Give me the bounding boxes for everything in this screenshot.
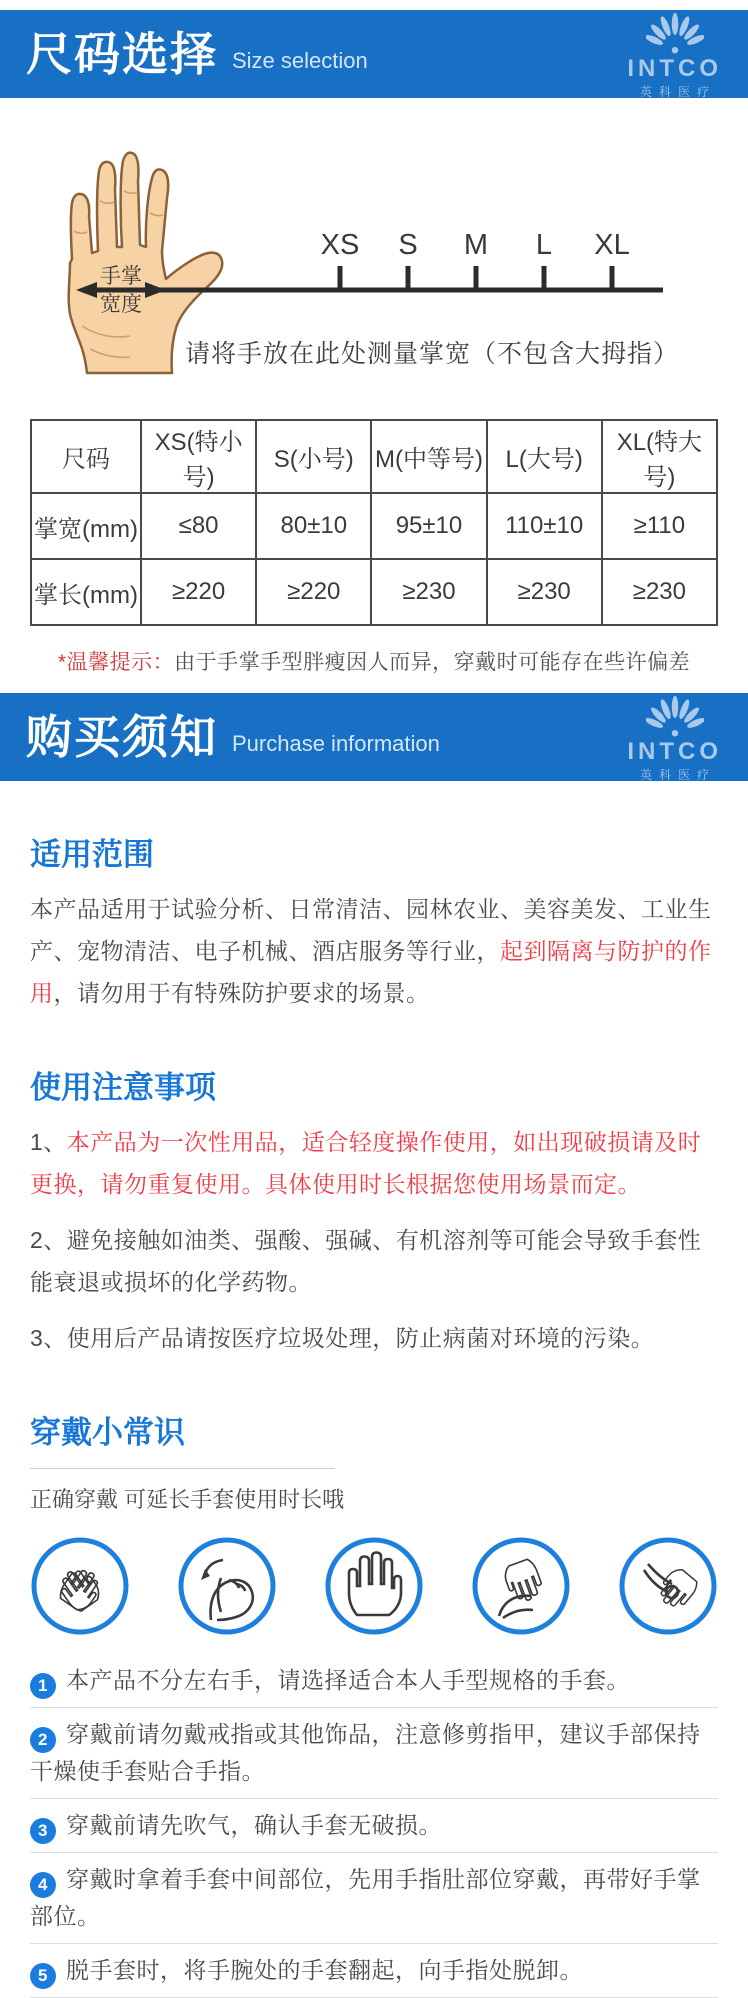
banner-title-group [26, 711, 627, 763]
brand-name: INTCO [627, 54, 722, 82]
list-item [30, 1853, 718, 1944]
wearing-tips-subtitle: 正确穿戴 可延长手套使用时长哦 [30, 1487, 345, 1512]
warm-tip-text: 由于手掌手型胖瘦因人而异，穿戴时可能存在些许偏差 [174, 651, 691, 674]
scope-heading: 适用范围 [30, 837, 154, 872]
size-table-header-row [31, 420, 717, 493]
usage-note-1-number: 1、 [30, 1129, 67, 1155]
step-number-badge: 3 [30, 1818, 56, 1844]
measure-caption: 请将手放在此处测量掌宽（不包含大拇指） [185, 340, 680, 368]
palm-width-label-1: 手掌 [100, 265, 142, 288]
scope-text-before: 本产品适用于试验分析、日常清洁、园林农业、美容美发、工业生产、宠物清洁、电子机械、酒店服务等行业， [30, 896, 712, 964]
size-labels [321, 229, 630, 261]
size-table [30, 419, 718, 626]
table-header-cell: M(中等号) [371, 420, 486, 493]
step-number-badge: 1 [30, 1673, 56, 1699]
scope-text-after: ，请勿用于有特殊防护要求的场景。 [53, 980, 430, 1006]
step-text: 脱手套时，将手腕处的手套翻起，向手指处脱卸。 [66, 1957, 583, 1983]
list-item [30, 1708, 718, 1799]
step-text: 穿戴前请勿戴戒指或其他饰品，注意修剪指甲，建议手部保持干燥使手套贴合手指。 [30, 1721, 701, 1784]
step-number-badge: 2 [30, 1727, 56, 1753]
list-item [30, 1944, 718, 1998]
banner-title-cn: 购买须知 [26, 711, 218, 763]
brand-name: INTCO [627, 737, 722, 765]
banner-title-group [26, 28, 627, 80]
usage-notes-heading: 使用注意事项 [30, 1070, 216, 1105]
table-cell: 95±10 [371, 493, 486, 559]
banner-title-cn: 尺码选择 [26, 28, 218, 80]
table-cell: ≥230 [487, 559, 602, 625]
table-cell: ≥230 [602, 559, 717, 625]
table-cell: ≥220 [256, 559, 371, 625]
step-text: 穿戴时拿着手套中间部位，先用手指肚部位穿戴，再带好手掌部位。 [30, 1866, 701, 1929]
table-cell: 80±10 [256, 493, 371, 559]
pull-cuff-icon [177, 1536, 277, 1636]
usage-note-3: 3、使用后产品请按医疗垃圾处理，防止病菌对环境的污染。 [30, 1325, 655, 1351]
intco-logo-rays-icon [646, 694, 704, 738]
size-label-m: M [463, 229, 489, 261]
step-number-badge: 4 [30, 1872, 56, 1898]
intco-logo [627, 694, 722, 781]
warm-tip-prefix: *温馨提示： [57, 651, 175, 674]
heading-underline [30, 1468, 335, 1469]
table-cell: 110±10 [487, 493, 602, 559]
palm-width-label-2: 宽度 [100, 293, 142, 316]
size-label-l: L [535, 229, 553, 261]
usage-notes-section [0, 1062, 748, 1359]
wearing-tips-heading: 穿戴小常识 [30, 1415, 185, 1450]
scope-text-highlight: 起到隔离与防护的作用 [30, 938, 712, 1006]
table-header-cell: XS(特小号) [141, 420, 256, 493]
usage-note-2: 2、避免接触如油类、强酸、强碱、有机溶剂等可能会导致手套性能衰退或损坏的化学药物。 [30, 1227, 702, 1295]
size-label-s: S [398, 229, 418, 261]
table-cell: ≤80 [141, 493, 256, 559]
table-cell: ≥230 [371, 559, 486, 625]
size-selection-banner [0, 10, 748, 98]
palm-width-row [31, 493, 717, 559]
wearing-steps-list [30, 1654, 718, 1998]
brand-name-cn: 英科医疗 [640, 84, 717, 99]
step-text: 本产品不分左右手，请选择适合本人手型规格的手套。 [66, 1667, 630, 1693]
list-item [30, 1654, 718, 1708]
table-header-cell: XL(特大号) [602, 420, 717, 493]
hand-measure-diagram [0, 98, 748, 419]
size-ticks [340, 266, 612, 290]
table-cell: ≥110 [602, 493, 717, 559]
table-header-cell: 尺码 [31, 420, 141, 493]
wearing-icons-row [30, 1536, 718, 1636]
remove-glove-icon [618, 1536, 718, 1636]
step-text: 穿戴前请先吹气，确认手套无破损。 [66, 1812, 442, 1838]
banner-title-en: Purchase information [232, 731, 440, 756]
table-header-cell: L(大号) [487, 420, 602, 493]
size-label-xl: XL [594, 229, 630, 261]
usage-note-1 [30, 1121, 718, 1205]
banner-title-en: Size selection [232, 48, 368, 73]
list-item [30, 1799, 718, 1853]
scope-paragraph [30, 888, 718, 1014]
step-number-badge: 5 [30, 1963, 56, 1989]
size-label-xs: XS [320, 229, 360, 261]
warm-tip [0, 646, 748, 676]
palm-length-row [31, 559, 717, 625]
table-header-cell: S(小号) [256, 420, 371, 493]
table-row-label: 掌宽(mm) [31, 493, 141, 559]
pinch-check-icon [471, 1536, 571, 1636]
table-cell: ≥220 [141, 559, 256, 625]
table-row-label: 掌长(mm) [31, 559, 141, 625]
usage-note-1-text: 本产品为一次性用品，适合轻度操作使用，如出现破损请及时更换，请勿重复使用。具体使用时长根据您使用场景而定。 [30, 1129, 702, 1197]
open-palm-icon [324, 1536, 424, 1636]
brand-name-cn: 英科医疗 [640, 767, 717, 782]
intco-logo [627, 11, 722, 98]
intco-logo-rays-icon [646, 11, 704, 55]
scope-section [0, 829, 748, 1014]
purchase-info-banner [0, 693, 748, 781]
crossed-gloves-icon [30, 1536, 130, 1636]
wearing-tips-section [0, 1407, 748, 1998]
